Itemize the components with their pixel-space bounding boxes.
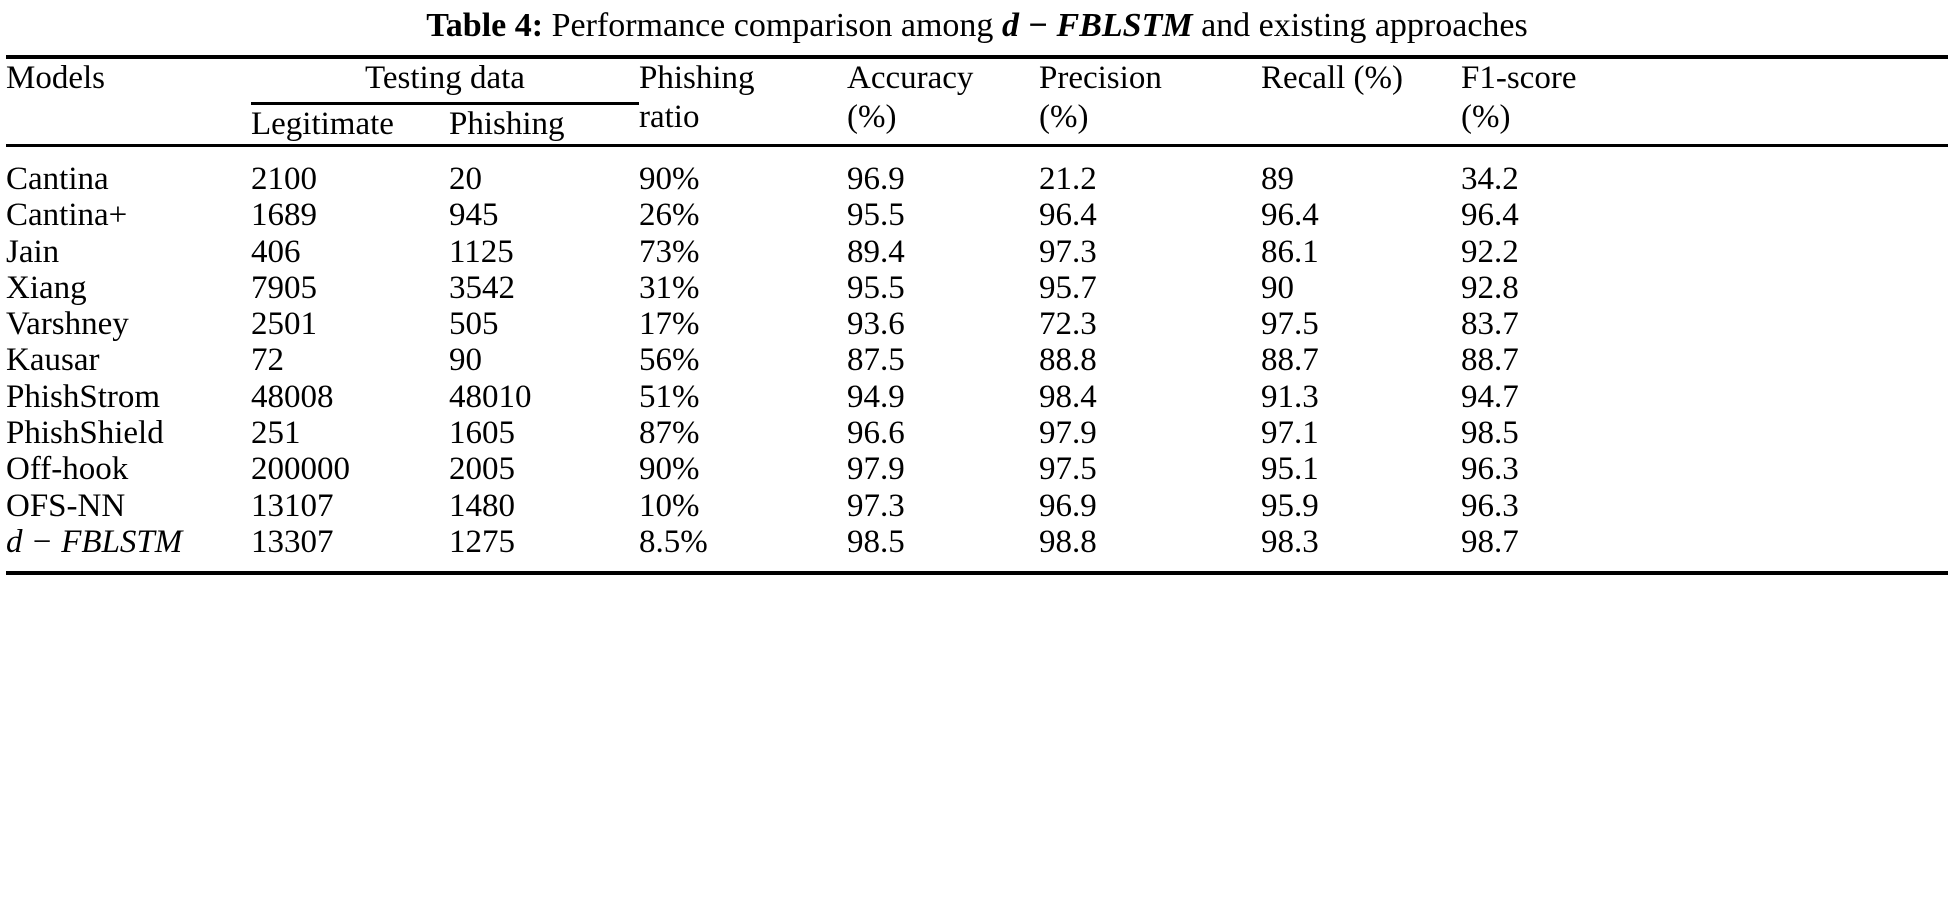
- cell-phishing-ratio: 90%: [639, 160, 700, 197]
- cell-recall: 91.3: [1261, 378, 1319, 415]
- table-row: [6, 306, 1948, 342]
- cell-f1-score: 98.7: [1461, 523, 1519, 560]
- cell-phishing-ratio: 90%: [639, 451, 700, 488]
- cell-model: d − FBLSTM: [6, 523, 183, 560]
- cell-recall: 97.1: [1261, 415, 1319, 452]
- header-testing-data-rule: [251, 102, 639, 105]
- cell-f1-score: 96.4: [1461, 197, 1519, 234]
- table-row: [6, 145, 1948, 197]
- table-row: [6, 379, 1948, 415]
- cell-legitimate: 2100: [251, 160, 317, 197]
- cell-accuracy: 93.6: [847, 306, 905, 343]
- cell-f1-score: 83.7: [1461, 306, 1519, 343]
- cell-accuracy: 96.9: [847, 160, 905, 197]
- cell-phishing-ratio: 8.5%: [639, 523, 708, 560]
- cell-model: PhishShield: [6, 415, 164, 452]
- table-row: [6, 415, 1948, 451]
- cell-precision: 97.5: [1039, 451, 1097, 488]
- caption-text-after: and existing approaches: [1201, 7, 1528, 44]
- cell-phishing: 1480: [449, 487, 515, 524]
- cell-legitimate: 13307: [251, 523, 334, 560]
- cell-f1-score: 96.3: [1461, 487, 1519, 524]
- header-testing-data-group: [251, 57, 639, 105]
- cell-model: Xiang: [6, 269, 87, 306]
- cell-phishing: 3542: [449, 269, 515, 306]
- cell-model: Cantina+: [6, 197, 128, 234]
- cell-phishing: 2005: [449, 451, 515, 488]
- caption-text-before: Performance comparison among: [551, 7, 994, 44]
- cell-legitimate: 1689: [251, 197, 317, 234]
- cell-model: Jain: [6, 233, 60, 270]
- cell-legitimate: 251: [251, 415, 301, 452]
- header-accuracy: Accuracy (%): [847, 60, 974, 136]
- cell-f1-score: 92.8: [1461, 269, 1519, 306]
- cell-recall: 86.1: [1261, 233, 1319, 270]
- cell-phishing: 90: [449, 342, 482, 379]
- cell-model: OFS-NN: [6, 487, 126, 524]
- performance-comparison-table: [6, 55, 1948, 575]
- table-body: [6, 145, 1948, 573]
- cell-phishing: 48010: [449, 378, 532, 415]
- cell-precision: 97.9: [1039, 415, 1097, 452]
- header-phishing-ratio: Phishing ratio: [639, 60, 755, 136]
- cell-phishing-ratio: 26%: [639, 197, 700, 234]
- cell-phishing: 1125: [449, 233, 514, 270]
- table-row: [6, 270, 1948, 306]
- cell-precision: 21.2: [1039, 160, 1097, 197]
- cell-recall: 98.3: [1261, 523, 1319, 560]
- cell-legitimate: 406: [251, 233, 301, 270]
- cell-phishing: 20: [449, 160, 482, 197]
- cell-legitimate: 7905: [251, 269, 317, 306]
- cell-phishing-ratio: 87%: [639, 415, 700, 452]
- table-row: [6, 234, 1948, 270]
- cell-accuracy: 94.9: [847, 378, 905, 415]
- cell-accuracy: 95.5: [847, 269, 905, 306]
- cell-f1-score: 88.7: [1461, 342, 1519, 379]
- header-recall: Recall (%): [1261, 60, 1404, 97]
- cell-phishing-ratio: 17%: [639, 306, 700, 343]
- cell-precision: 72.3: [1039, 306, 1097, 343]
- table-row: [6, 488, 1948, 524]
- header-models: Models: [6, 60, 105, 97]
- cell-accuracy: 97.9: [847, 451, 905, 488]
- cell-precision: 88.8: [1039, 342, 1097, 379]
- cell-phishing: 945: [449, 197, 499, 234]
- cell-accuracy: 97.3: [847, 487, 905, 524]
- cell-phishing-ratio: 56%: [639, 342, 700, 379]
- cell-recall: 95.1: [1261, 451, 1319, 488]
- cell-phishing: 1605: [449, 415, 515, 452]
- cell-recall: 96.4: [1261, 197, 1319, 234]
- cell-phishing-ratio: 51%: [639, 378, 700, 415]
- cell-precision: 96.4: [1039, 197, 1097, 234]
- cell-legitimate: 48008: [251, 378, 334, 415]
- cell-phishing: 1275: [449, 523, 515, 560]
- cell-recall: 89: [1261, 160, 1294, 197]
- cell-recall: 95.9: [1261, 487, 1319, 524]
- table-row: [6, 197, 1948, 233]
- cell-model: Varshney: [6, 306, 129, 343]
- cell-precision: 98.8: [1039, 523, 1097, 560]
- cell-precision: 97.3: [1039, 233, 1097, 270]
- header-testing-data: Testing data: [365, 60, 525, 97]
- table-header-row-1: [6, 57, 1948, 105]
- cell-model: Cantina: [6, 160, 109, 197]
- cell-precision: 98.4: [1039, 378, 1097, 415]
- caption-math: d − FBLSTM: [1001, 7, 1193, 44]
- cell-phishing-ratio: 73%: [639, 233, 700, 270]
- cell-phishing: 505: [449, 306, 499, 343]
- cell-f1-score: 96.3: [1461, 451, 1519, 488]
- table-row: [6, 451, 1948, 487]
- header-legitimate: Legitimate: [251, 106, 394, 143]
- cell-f1-score: 92.2: [1461, 233, 1519, 270]
- header-f1-score: F1-score (%): [1461, 60, 1577, 136]
- table-row: [6, 524, 1948, 573]
- cell-recall: 97.5: [1261, 306, 1319, 343]
- cell-legitimate: 13107: [251, 487, 334, 524]
- cell-accuracy: 87.5: [847, 342, 905, 379]
- header-precision: Precision (%): [1039, 60, 1162, 136]
- cell-f1-score: 34.2: [1461, 160, 1519, 197]
- cell-legitimate: 2501: [251, 306, 317, 343]
- cell-recall: 88.7: [1261, 342, 1319, 379]
- cell-recall: 90: [1261, 269, 1294, 306]
- cell-accuracy: 89.4: [847, 233, 905, 270]
- cell-legitimate: 200000: [251, 451, 350, 488]
- cell-phishing-ratio: 10%: [639, 487, 700, 524]
- table-row: [6, 342, 1948, 378]
- cell-precision: 96.9: [1039, 487, 1097, 524]
- caption-label: Table 4:: [426, 7, 544, 44]
- table-caption: [6, 0, 1948, 55]
- header-phishing: Phishing: [449, 106, 565, 143]
- cell-legitimate: 72: [251, 342, 284, 379]
- cell-accuracy: 98.5: [847, 523, 905, 560]
- cell-model: Off-hook: [6, 451, 129, 488]
- cell-precision: 95.7: [1039, 269, 1097, 306]
- cell-f1-score: 98.5: [1461, 415, 1519, 452]
- cell-accuracy: 95.5: [847, 197, 905, 234]
- cell-model: Kausar: [6, 342, 100, 379]
- cell-f1-score: 94.7: [1461, 378, 1519, 415]
- cell-accuracy: 96.6: [847, 415, 905, 452]
- cell-model: PhishStrom: [6, 378, 161, 415]
- cell-phishing-ratio: 31%: [639, 269, 700, 306]
